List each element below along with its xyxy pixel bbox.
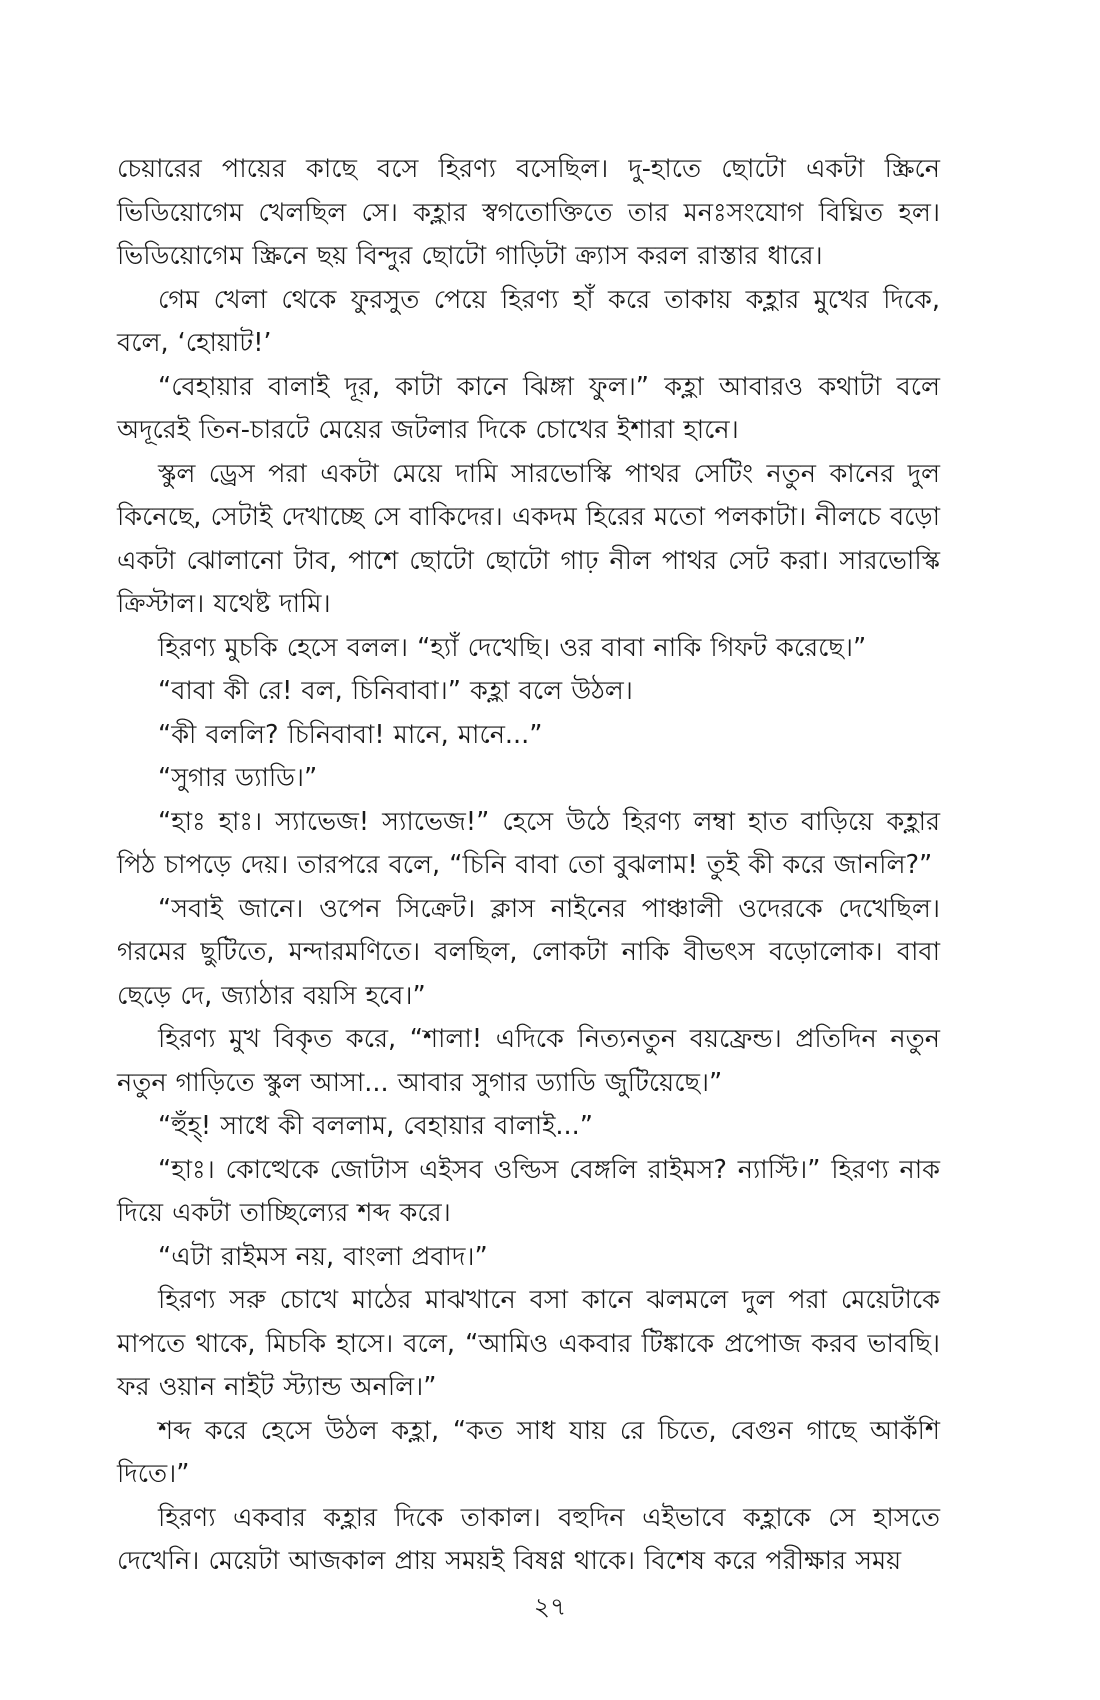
paragraph-14: “এটা রাইমস নয়, বাংলা প্রবাদ।” xyxy=(158,1241,488,1272)
paragraph-15: হিরণ্য সরু চোখে মাঠের মাঝখানে বসা কানে ঝলমলে দুল পরা মেয়েটাকে মাপতে থাকে, মিচকি হাসে। বলে, “আমিও একবার টিঙ্কাকে প্রপোজ করব ভাবছি। ফর ওয়ান নাইট স্ট্যান্ড অনলি।” xyxy=(117,1285,940,1402)
page-number: ২৭ xyxy=(533,1592,567,1621)
paragraph-2: গেম খেলা থেকে ফুরসুত পেয়ে হিরণ্য হাঁ করে তাকায় কহ্লার মুখের দিকে, বলে, ‘হোয়াট!’ xyxy=(117,284,940,358)
paragraph-17: হিরণ্য একবার কহ্লার দিকে তাকাল। বহুদিন এইভাবে কহ্লাকে সে হাসতে দেখেনি। মেয়েটা আজকাল প্রায় সময়ই বিষণ্ণ থাকে। বিশেষ করে পরীক্ষার সময় xyxy=(117,1502,940,1576)
paragraph-7: “কী বললি? চিনিবাবা! মানে, মানে...” xyxy=(158,719,543,750)
paragraph-1: চেয়ারের পায়ের কাছে বসে হিরণ্য বসেছিল। দু-হাতে ছোটো একটা স্ক্রিনে ভিডিয়োগেম খেলছিল সে। কহ্লার স্বগতোক্তিতে তার মনঃসংযোগ বিঘ্নিত হল। ভিডিয়োগেম স্ক্রিনে ছয় বিন্দুর ছোটো গাড়িটা ক্র্যাস করল রাস্তার ধারে। xyxy=(117,154,940,271)
paragraph-4: স্কুল ড্রেস পরা একটা মেয়ে দামি সারভোস্কি পাথর সেটিং নতুন কানের দুল কিনেছে, সেটাই দেখাচ্ছে সে বাকিদের। একদম হিরের মতো পলকাটা। নীলচে বড়ো একটা ঝোলানো টাব, পাশে ছোটো ছোটো গাঢ় নীল পাথর সেট করা। সারভোস্কি ক্রিস্টাল। যথেষ্ট দামি। xyxy=(117,458,940,619)
paragraph-8: “সুগার ড্যাডি।” xyxy=(158,763,318,793)
paragraph-10: “সবাই জানে। ওপেন সিক্রেট। ক্লাস নাইনের পাঞ্চালী ওদেরকে দেখেছিল। গরমের ছুটিতে, মন্দারমণিতে। বলছিল, লোকটা নাকি বীভৎস বড়োলোক। বাবা ছেড়ে দে, জ্যাঠার বয়সি হবে।” xyxy=(117,893,940,1011)
body-text xyxy=(117,148,940,1584)
paragraph-16: শব্দ করে হেসে উঠল কহ্লা, “কত সাধ যায় রে চিতে, বেগুন গাছে আকঁশি দিতে।” xyxy=(117,1415,940,1489)
paragraph-3: “বেহায়ার বালাই দূর, কাটা কানে ঝিঙ্গা ফুল।” কহ্লা আবারও কথাটা বলে অদূরেই তিন-চারটে মেয়ের জটলার দিকে চোখের ইশারা হানে। xyxy=(117,371,940,445)
paragraph-5: হিরণ্য মুচকি হেসে বলল। “হ্যাঁ দেখেছি। ওর বাবা নাকি গিফট করেছে।” xyxy=(158,632,867,663)
paragraph-12: “হুঁহ্! সাধে কী বললাম, বেহায়ার বালাই...” xyxy=(158,1111,593,1141)
paragraph-13: “হাঃ। কোত্থেকে জোটাস এইসব ওল্ডিস বেঙ্গলি রাইমস? ন্যাস্টি।” হিরণ্য নাক দিয়ে একটা তাচ্ছিল্যের শব্দ করে। xyxy=(117,1154,940,1228)
paragraph-6: “বাবা কী রে! বল, চিনিবাবা।” কহ্লা বলে উঠল। xyxy=(158,676,633,706)
paragraph-11: হিরণ্য মুখ বিকৃত করে, “শালা! এদিকে নিত্যনতুন বয়ফ্রেন্ড। প্রতিদিন নতুন নতুন গাড়িতে স্কুল আসা... আবার সুগার ড্যাডি জুটিয়েছে।” xyxy=(117,1024,940,1098)
paragraph-9: “হাঃ হাঃ। স্যাভেজ! স্যাভেজ!” হেসে উঠে হিরণ্য লম্বা হাত বাড়িয়ে কহ্লার পিঠ চাপড়ে দেয়। তারপরে বলে, “চিনি বাবা তো বুঝলাম! তুই কী করে জানলি?” xyxy=(117,806,940,880)
